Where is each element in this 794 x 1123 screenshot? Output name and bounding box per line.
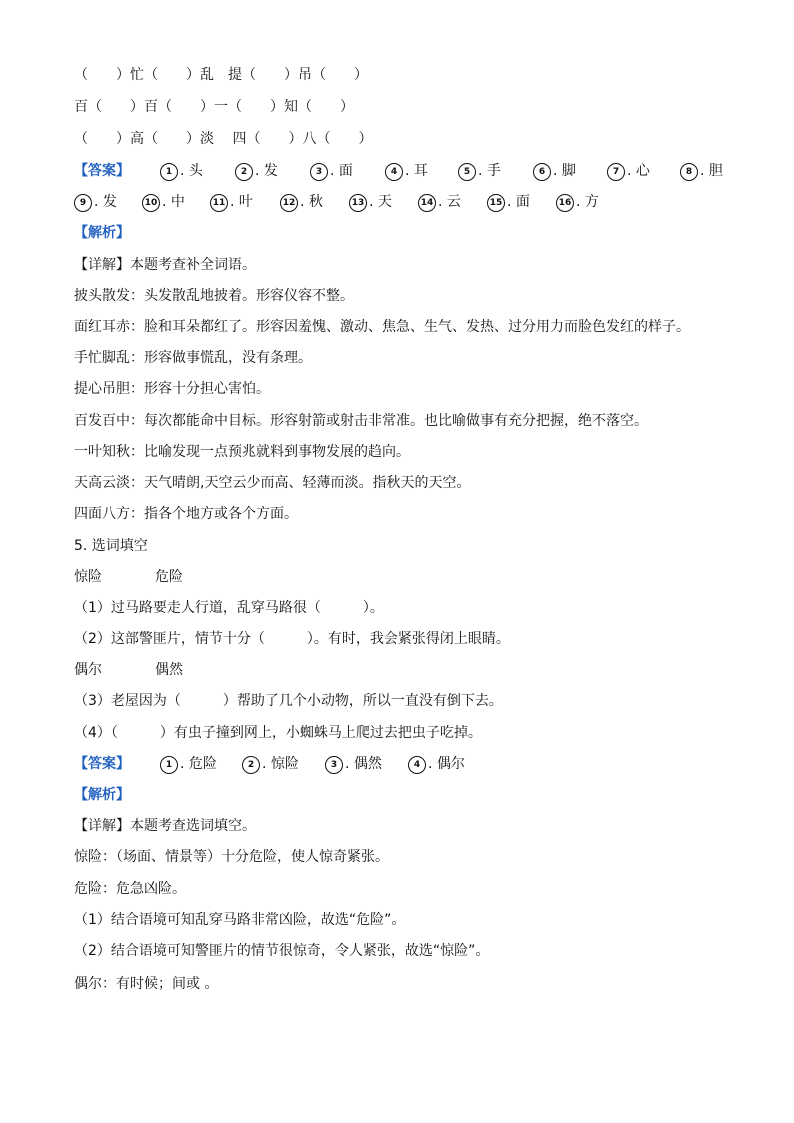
explanation-line: （2）结合语境可知警匪片的情节很惊奇，令人紧张，故选“惊险”。: [74, 943, 490, 959]
answer-text: . 发: [94, 194, 117, 210]
circled-number: 16: [556, 194, 574, 212]
detail-line: 【详解】本题考查选词填空。: [74, 818, 256, 834]
answer-tag: 【答案】: [74, 756, 130, 772]
circled-number: 3: [310, 163, 328, 181]
answer-item: [160, 162, 203, 181]
explanation-line: 偶尔：有时候；间或 。: [74, 976, 219, 992]
answer-item: [235, 162, 278, 181]
answer-text: . 手: [478, 163, 501, 179]
answer-text: . 偶尔: [428, 756, 465, 772]
sentence-line: （4）（ ）有虫子撞到网上，小蜘蛛马上爬过去把虫子吃掉。: [74, 725, 482, 741]
answer-item: [607, 162, 650, 181]
circled-number: 9: [74, 194, 92, 212]
explanation-line: 危险：危急凶险。: [74, 881, 186, 897]
answer-text: . 危险: [180, 756, 217, 772]
circled-number: 1: [160, 163, 178, 181]
answer-item: [349, 193, 392, 212]
answer-text: . 脚: [553, 163, 576, 179]
answer-text: . 面: [507, 194, 530, 210]
answer-item: [142, 193, 185, 212]
question-title: 5. 选词填空: [74, 538, 148, 554]
circled-number: 2: [242, 756, 260, 774]
answer-text: . 中: [162, 194, 185, 210]
answer-item: [160, 755, 217, 774]
explanation-line: 一叶知秋：比喻发现一点预兆就料到事物发展的趋向。: [74, 444, 410, 460]
analysis-tag: 【解析】: [74, 225, 130, 241]
circled-number: 10: [142, 194, 160, 212]
answer-tag: 【答案】: [74, 163, 130, 179]
detail-line: 【详解】本题考查补全词语。: [74, 257, 256, 273]
circled-number: 13: [349, 194, 367, 212]
sentence-line: （2）这部警匪片，情节十分（ ）。有时，我会紧张得闭上眼睛。: [74, 631, 510, 647]
explanation-line: 百发百中：每次都能命中目标。形容射箭或射击非常准。也比喻做事有充分把握，绝不落空。: [74, 413, 648, 429]
circled-number: 5: [458, 163, 476, 181]
answer-item: [210, 193, 253, 212]
answer-text: . 面: [330, 163, 353, 179]
explanation-line: 披头散发：头发散乱地披着。形容仪容不整。: [74, 288, 354, 304]
fill-line-1: （ ）忙（ ）乱 提（ ）吊（ ）: [74, 67, 368, 83]
answer-text: . 秋: [300, 194, 323, 210]
answer-text: . 发: [255, 163, 278, 179]
circled-number: 15: [487, 194, 505, 212]
explanation-line: 面红耳赤：脸和耳朵都红了。形容因羞愧、激动、焦急、生气、发热、过分用力而脸色发红的样子。: [74, 319, 690, 335]
circled-number: 2: [235, 163, 253, 181]
circled-number: 6: [533, 163, 551, 181]
answer-item: [385, 162, 428, 181]
answer-text: . 方: [576, 194, 599, 210]
answer-item: [310, 162, 353, 181]
explanation-line: （1）结合语境可知乱穿马路非常凶险，故选“危险”。: [74, 912, 406, 928]
circled-number: 4: [408, 756, 426, 774]
answer-item: [280, 193, 323, 212]
answer-item: [533, 162, 576, 181]
answer-item: [458, 162, 501, 181]
circled-number: 12: [280, 194, 298, 212]
circled-number: 1: [160, 756, 178, 774]
explanation-line: 四面八方：指各个地方或各个方面。: [74, 506, 298, 522]
answer-text: . 云: [438, 194, 461, 210]
answer-item: [680, 162, 723, 181]
answer-item: [487, 193, 530, 212]
circled-number: 14: [418, 194, 436, 212]
analysis-tag: 【解析】: [74, 787, 130, 803]
answer-text: . 头: [180, 163, 203, 179]
word-choice: 惊险: [74, 569, 102, 585]
answer-item: [556, 193, 599, 212]
circled-number: 8: [680, 163, 698, 181]
answer-item: [408, 755, 465, 774]
fill-line-2: 百（ ）百（ ）一（ ）知（ ）: [74, 99, 354, 115]
answer-text: . 偶然: [345, 756, 382, 772]
answer-item: [74, 193, 117, 212]
explanation-line: 惊险：（场面、情景等）十分危险，使人惊奇紧张。: [74, 849, 389, 865]
sentence-line: （3）老屋因为（ ）帮助了几个小动物，所以一直没有倒下去。: [74, 693, 503, 709]
circled-number: 3: [325, 756, 343, 774]
fill-line-3: （ ）高（ ）淡 四（ ）八（ ）: [74, 131, 373, 147]
answer-text: . 耳: [405, 163, 428, 179]
explanation-line: 提心吊胆：形容十分担心害怕。: [74, 381, 270, 397]
answer-text: . 惊险: [262, 756, 299, 772]
answer-text: . 天: [369, 194, 392, 210]
answer-item: [418, 193, 461, 212]
circled-number: 11: [210, 194, 228, 212]
answer-item: [242, 755, 299, 774]
explanation-line: 天高云淡：天气晴朗,天空云少而高、轻薄而淡。指秋天的天空。: [74, 475, 471, 491]
circled-number: 7: [607, 163, 625, 181]
sentence-line: （1）过马路要走人行道，乱穿马路很（ ）。: [74, 600, 384, 616]
word-choice: 偶尔: [74, 662, 102, 678]
word-choice: 偶然: [155, 662, 183, 678]
answer-text: . 叶: [230, 194, 253, 210]
circled-number: 4: [385, 163, 403, 181]
explanation-line: 手忙脚乱：形容做事慌乱，没有条理。: [74, 350, 312, 366]
answer-text: . 胆: [700, 163, 723, 179]
word-choice: 危险: [155, 569, 183, 585]
answer-text: . 心: [627, 163, 650, 179]
answer-item: [325, 755, 382, 774]
